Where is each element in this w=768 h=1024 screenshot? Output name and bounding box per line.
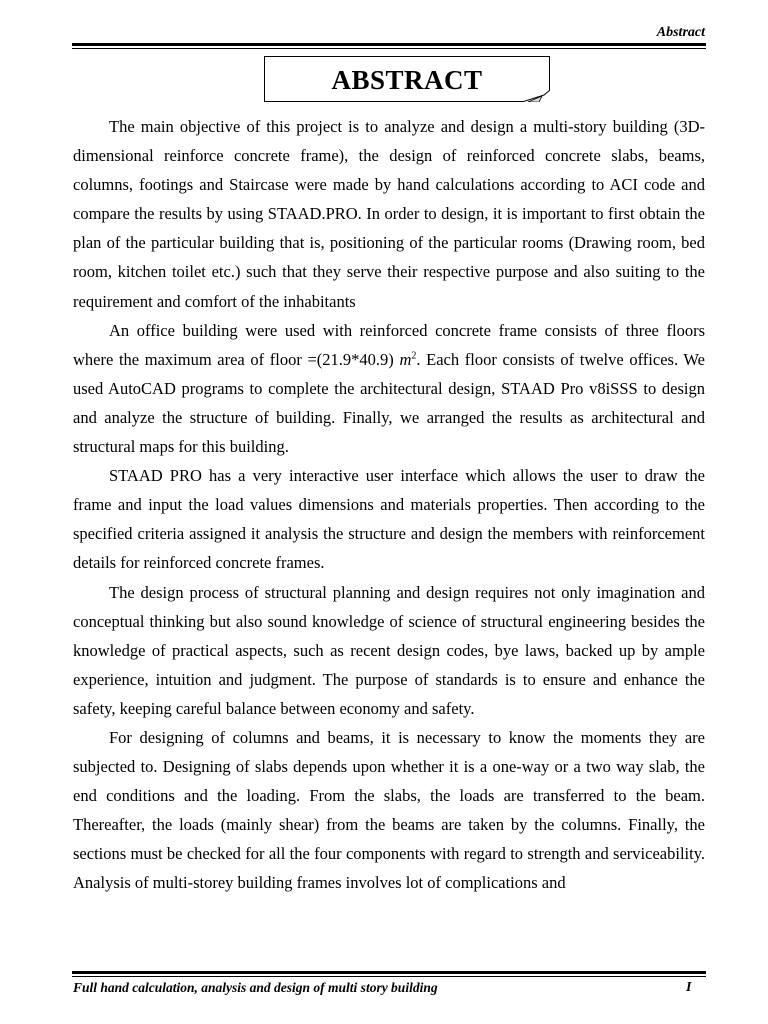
page-curl-icon: [522, 90, 550, 102]
footer-page-number: I: [686, 980, 692, 995]
title-box: [264, 56, 550, 102]
paragraph-office-building-start: An office building were used with reinforced concrete frame consists of three floors where the maximum area of floor =(21.9*40.9): [73, 320, 705, 369]
abstract-body: [73, 112, 705, 898]
area-unit: m: [399, 349, 412, 369]
footer-document-title: Full hand calculation, analysis and design of multi story building: [73, 980, 438, 995]
footer-rule-thin: [72, 976, 706, 977]
paragraph-office-building-end: . Each floor consists of twelve offices. We used AutoCAD programs to complete the architectural design, STAAD Pro v8iSSS to design and analyze the structure of building. Finally, we arranged the results as architectural and structural maps for this building.: [73, 349, 705, 457]
area-unit-exponent: 2: [411, 350, 417, 362]
paragraph-staad-pro: STAAD PRO has a very interactive user interface which allows the user to draw the frame and input the load values dimensions and materials properties. Then according to the specified criteria assigned it analysis the structure and design the members with reinforcement details for reinforced concrete frames.: [73, 466, 705, 573]
header-rule-thick: [72, 43, 706, 46]
paragraph-objective: The main objective of this project is to analyze and design a multi-story building (3D-dimensional reinforce concrete frame), the design of reinforced concrete slabs, beams, columns, footings and Staircase were made by hand calculations according to ACI code and compare the results by using STAAD.PRO. In order to design, it is important to first obtain the plan of the particular building that is, positioning of the particular rooms (Drawing room, bed room, kitchen toilet etc.) such that they serve their respective purpose and also suiting to the requirement and comfort of the inhabitants: [73, 117, 705, 311]
paragraph-design-process: The design process of structural planning and design requires not only imagination and conceptual thinking but also sound knowledge of science of structural engineering besides the knowledge of practical aspects, such as recent design codes, bye laws, backed up by ample experience, intuition and judgment. The purpose of standards is to ensure and enhance the safety, keeping careful balance between economy and safety.: [73, 582, 705, 718]
header-section-label: Abstract: [656, 25, 705, 40]
header-rule-thin: [72, 48, 706, 49]
footer-rule-thick: [72, 971, 706, 974]
paragraph-office-building: [73, 316, 705, 461]
paragraph-columns-beams: For designing of columns and beams, it is necessary to know the moments they are subjected to. Designing of slabs depends upon whether it is a one-way or a two way slab, the end conditions and the loading. From the slabs, the loads are transferred to the beam. Thereafter, the loads (mainly shear) from the beams are taken by the columns. Finally, the sections must be checked for all the four components with regard to strength and serviceability. Analysis of multi-storey building frames involves lot of complications and: [73, 727, 705, 893]
page-title: ABSTRACT: [331, 65, 483, 95]
